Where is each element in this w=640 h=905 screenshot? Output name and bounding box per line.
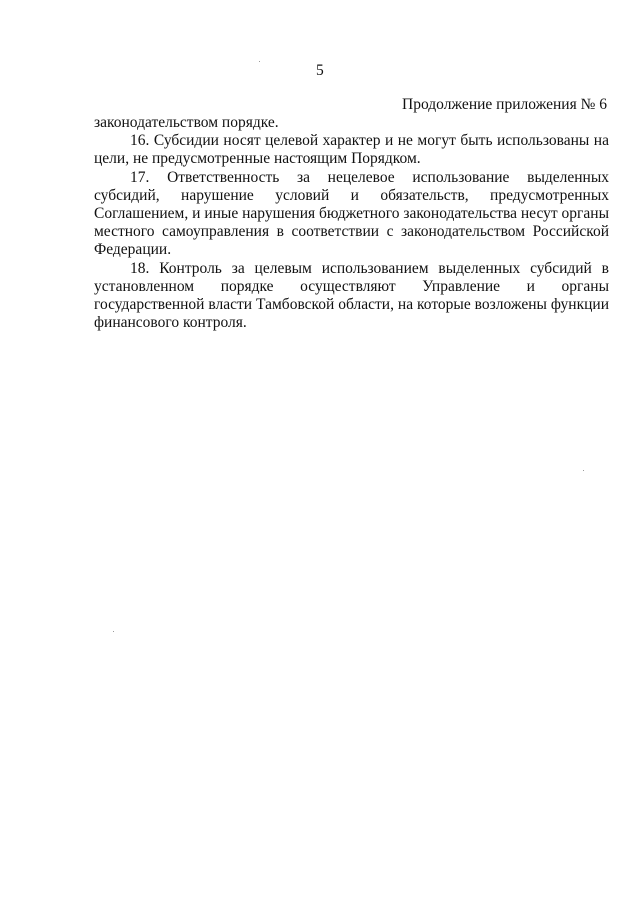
appendix-continuation-note: Продолжение приложения № 6 xyxy=(402,96,607,113)
scan-speck xyxy=(259,61,260,62)
scan-speck xyxy=(583,470,584,471)
paragraph-continuation: законодательством порядке. xyxy=(94,114,279,131)
page-number: 5 xyxy=(316,62,324,79)
paragraph-18: 18. Контроль за целевым использованием выделенных субсидий в установленном порядке осуществляют Управление и органы государственной власти Тамбовской области, на которые возложены функции финансового контроля. xyxy=(94,259,609,332)
document-body xyxy=(94,114,609,332)
scan-speck xyxy=(113,631,114,632)
paragraph-17: 17. Ответственность за нецелевое использование выделенных субсидий, нарушение условий и обязательств, предусмотренных Соглашением, и иные нарушения бюджетного законодательства несут органы местного самоуправления в соответствии с законодательством Российской Федерации. xyxy=(94,168,609,259)
paragraph-16: 16. Субсидии носят целевой характер и не могут быть использованы на цели, не предусмотренные настоящим Порядком. xyxy=(94,132,609,168)
